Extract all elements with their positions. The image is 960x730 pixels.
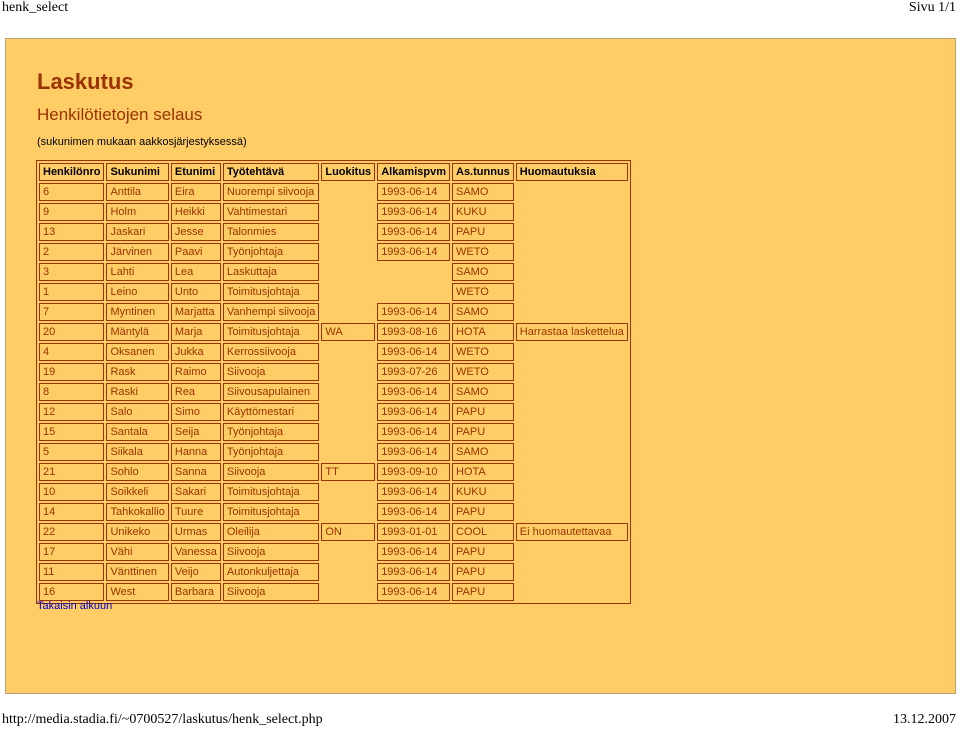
cell-huomautuksia [516, 423, 628, 441]
cell-henkilonro: 19 [39, 363, 104, 381]
cell-luokitus [321, 183, 375, 201]
cell-henkilonro: 16 [39, 583, 104, 601]
print-footer-date: 13.12.2007 [893, 712, 956, 727]
cell-alkamispvm: 1993-06-14 [377, 443, 450, 461]
print-header [2, 0, 956, 18]
cell-huomautuksia [516, 203, 628, 221]
cell-huomautuksia [516, 263, 628, 281]
cell-huomautuksia [516, 303, 628, 321]
cell-henkilonro: 13 [39, 223, 104, 241]
cell-henkilonro: 14 [39, 503, 104, 521]
cell-tyotehtava: Laskuttaja [223, 263, 319, 281]
print-header-page-number: Sivu 1/1 [908, 0, 956, 15]
cell-astunnus: HOTA [452, 323, 514, 341]
cell-tyotehtava: Talonmies [223, 223, 319, 241]
cell-huomautuksia [516, 443, 628, 461]
table-row [39, 283, 628, 301]
table-row [39, 203, 628, 221]
table-row [39, 223, 628, 241]
table-row [39, 443, 628, 461]
cell-etunimi: Vanessa [171, 543, 221, 561]
cell-etunimi: Hanna [171, 443, 221, 461]
cell-etunimi: Sanna [171, 463, 221, 481]
cell-luokitus [321, 223, 375, 241]
cell-alkamispvm: 1993-06-14 [377, 383, 450, 401]
cell-sukunimi: Sohlo [106, 463, 168, 481]
cell-luokitus [321, 483, 375, 501]
cell-alkamispvm: 1993-06-14 [377, 583, 450, 601]
cell-sukunimi: Unikeko [106, 523, 168, 541]
cell-etunimi: Raimo [171, 363, 221, 381]
print-footer-url: http://media.stadia.fi/~0700527/laskutus/henk_select.php [2, 712, 323, 727]
cell-luokitus [321, 403, 375, 421]
cell-alkamispvm: 1993-06-14 [377, 223, 450, 241]
cell-astunnus: COOL [452, 523, 514, 541]
cell-astunnus: PAPU [452, 503, 514, 521]
table-row [39, 343, 628, 361]
cell-henkilonro: 5 [39, 443, 104, 461]
page-subtitle: Henkilötietojen selaus [37, 105, 203, 124]
cell-huomautuksia [516, 363, 628, 381]
cell-sukunimi: Myntinen [106, 303, 168, 321]
cell-sukunimi: Vähi [106, 543, 168, 561]
cell-luokitus [321, 543, 375, 561]
cell-huomautuksia [516, 343, 628, 361]
cell-etunimi: Veijo [171, 563, 221, 581]
cell-huomautuksia [516, 563, 628, 581]
cell-huomautuksia [516, 543, 628, 561]
cell-henkilonro: 4 [39, 343, 104, 361]
cell-tyotehtava: Toimitusjohtaja [223, 503, 319, 521]
column-header-henkilonro: Henkilönro [39, 163, 104, 181]
cell-henkilonro: 10 [39, 483, 104, 501]
cell-astunnus: PAPU [452, 563, 514, 581]
cell-alkamispvm: 1993-06-14 [377, 243, 450, 261]
table-row [39, 363, 628, 381]
table-row [39, 583, 628, 601]
cell-astunnus: PAPU [452, 223, 514, 241]
cell-henkilonro: 8 [39, 383, 104, 401]
cell-etunimi: Simo [171, 403, 221, 421]
cell-henkilonro: 17 [39, 543, 104, 561]
table-row [39, 523, 628, 541]
cell-tyotehtava: Työnjohtaja [223, 423, 319, 441]
cell-sukunimi: Mäntylä [106, 323, 168, 341]
column-header-sukunimi: Sukunimi [106, 163, 168, 181]
cell-tyotehtava: Nuorempi siivooja [223, 183, 319, 201]
cell-luokitus [321, 203, 375, 221]
print-footer [2, 712, 956, 728]
cell-sukunimi: Anttila [106, 183, 168, 201]
cell-astunnus: WETO [452, 283, 514, 301]
cell-etunimi: Jesse [171, 223, 221, 241]
table-row [39, 403, 628, 421]
cell-alkamispvm: 1993-06-14 [377, 403, 450, 421]
cell-alkamispvm: 1993-06-14 [377, 183, 450, 201]
cell-henkilonro: 15 [39, 423, 104, 441]
page-title: Laskutus [37, 69, 134, 94]
cell-tyotehtava: Työnjohtaja [223, 243, 319, 261]
cell-etunimi: Paavi [171, 243, 221, 261]
column-header-alkamispvm: Alkamispvm [377, 163, 450, 181]
cell-huomautuksia [516, 283, 628, 301]
cell-luokitus [321, 563, 375, 581]
cell-huomautuksia [516, 223, 628, 241]
table-row [39, 543, 628, 561]
table-row [39, 263, 628, 281]
cell-luokitus: WA [321, 323, 375, 341]
cell-etunimi: Unto [171, 283, 221, 301]
cell-alkamispvm: 1993-06-14 [377, 503, 450, 521]
cell-huomautuksia [516, 503, 628, 521]
cell-alkamispvm: 1993-06-14 [377, 563, 450, 581]
cell-etunimi: Jukka [171, 343, 221, 361]
cell-alkamispvm: 1993-06-14 [377, 343, 450, 361]
cell-alkamispvm: 1993-01-01 [377, 523, 450, 541]
cell-luokitus [321, 583, 375, 601]
cell-sukunimi: Raski [106, 383, 168, 401]
table-header-row [39, 163, 628, 181]
cell-tyotehtava: Toimitusjohtaja [223, 483, 319, 501]
cell-luokitus [321, 423, 375, 441]
cell-tyotehtava: Siivooja [223, 363, 319, 381]
cell-etunimi: Seija [171, 423, 221, 441]
cell-tyotehtava: Siivooja [223, 543, 319, 561]
table-row [39, 423, 628, 441]
cell-tyotehtava: Työnjohtaja [223, 443, 319, 461]
cell-sukunimi: Tahkokallio [106, 503, 168, 521]
cell-astunnus: HOTA [452, 463, 514, 481]
cell-luokitus [321, 243, 375, 261]
cell-alkamispvm: 1993-06-14 [377, 483, 450, 501]
cell-alkamispvm: 1993-07-26 [377, 363, 450, 381]
cell-tyotehtava: Toimitusjohtaja [223, 323, 319, 341]
cell-huomautuksia [516, 403, 628, 421]
cell-huomautuksia: Ei huomautettavaa [516, 523, 628, 541]
cell-astunnus: PAPU [452, 583, 514, 601]
table-row [39, 563, 628, 581]
cell-alkamispvm: 1993-06-14 [377, 543, 450, 561]
table-row [39, 183, 628, 201]
back-to-start-link[interactable]: Takaisin alkuun [37, 600, 113, 612]
page-content [5, 38, 956, 694]
cell-alkamispvm: 1993-06-14 [377, 423, 450, 441]
cell-astunnus: WETO [452, 343, 514, 361]
cell-huomautuksia: Harrastaa laskettelua [516, 323, 628, 341]
column-header-tyotehtava: Työtehtävä [223, 163, 319, 181]
cell-alkamispvm: 1993-06-14 [377, 303, 450, 321]
personnel-table [36, 160, 631, 604]
cell-etunimi: Tuure [171, 503, 221, 521]
cell-etunimi: Barbara [171, 583, 221, 601]
cell-luokitus [321, 363, 375, 381]
cell-astunnus: SAMO [452, 383, 514, 401]
table-row [39, 483, 628, 501]
cell-astunnus: WETO [452, 363, 514, 381]
cell-tyotehtava: Siivooja [223, 583, 319, 601]
cell-luokitus [321, 263, 375, 281]
cell-tyotehtava: Vanhempi siivooja [223, 303, 319, 321]
cell-tyotehtava: Toimitusjohtaja [223, 283, 319, 301]
cell-luokitus [321, 283, 375, 301]
cell-astunnus: SAMO [452, 303, 514, 321]
cell-henkilonro: 20 [39, 323, 104, 341]
cell-sukunimi: Vänttinen [106, 563, 168, 581]
cell-luokitus [321, 383, 375, 401]
cell-astunnus: KUKU [452, 483, 514, 501]
cell-astunnus: SAMO [452, 263, 514, 281]
cell-henkilonro: 11 [39, 563, 104, 581]
cell-henkilonro: 21 [39, 463, 104, 481]
cell-huomautuksia [516, 183, 628, 201]
cell-sukunimi: Holm [106, 203, 168, 221]
cell-astunnus: SAMO [452, 183, 514, 201]
cell-tyotehtava: Siivooja [223, 463, 319, 481]
cell-luokitus: ON [321, 523, 375, 541]
cell-henkilonro: 9 [39, 203, 104, 221]
cell-tyotehtava: Käyttömestari [223, 403, 319, 421]
cell-alkamispvm: 1993-08-16 [377, 323, 450, 341]
cell-huomautuksia [516, 383, 628, 401]
column-header-etunimi: Etunimi [171, 163, 221, 181]
cell-tyotehtava: Kerrossiivooja [223, 343, 319, 361]
cell-alkamispvm: 1993-06-14 [377, 203, 450, 221]
cell-sukunimi: West [106, 583, 168, 601]
column-header-luokitus: Luokitus [321, 163, 375, 181]
cell-astunnus: PAPU [452, 403, 514, 421]
cell-luokitus [321, 343, 375, 361]
table-row [39, 383, 628, 401]
cell-luokitus [321, 503, 375, 521]
cell-sukunimi: Siikala [106, 443, 168, 461]
cell-astunnus: SAMO [452, 443, 514, 461]
cell-astunnus: PAPU [452, 423, 514, 441]
cell-tyotehtava: Siivousapulainen [223, 383, 319, 401]
cell-etunimi: Heikki [171, 203, 221, 221]
cell-alkamispvm [377, 263, 450, 281]
cell-sukunimi: Lahti [106, 263, 168, 281]
cell-henkilonro: 1 [39, 283, 104, 301]
cell-tyotehtava: Vahtimestari [223, 203, 319, 221]
cell-huomautuksia [516, 243, 628, 261]
cell-huomautuksia [516, 463, 628, 481]
cell-henkilonro: 22 [39, 523, 104, 541]
cell-astunnus: WETO [452, 243, 514, 261]
cell-tyotehtava: Oleilija [223, 523, 319, 541]
table-row [39, 463, 628, 481]
cell-henkilonro: 12 [39, 403, 104, 421]
cell-astunnus: PAPU [452, 543, 514, 561]
cell-sukunimi: Soikkeli [106, 483, 168, 501]
cell-luokitus [321, 443, 375, 461]
cell-etunimi: Marjatta [171, 303, 221, 321]
print-header-title: henk_select [2, 0, 69, 15]
cell-sukunimi: Oksanen [106, 343, 168, 361]
cell-luokitus [321, 303, 375, 321]
cell-etunimi: Lea [171, 263, 221, 281]
cell-etunimi: Eira [171, 183, 221, 201]
cell-henkilonro: 6 [39, 183, 104, 201]
table-row [39, 503, 628, 521]
cell-etunimi: Urmas [171, 523, 221, 541]
cell-tyotehtava: Autonkuljettaja [223, 563, 319, 581]
cell-henkilonro: 3 [39, 263, 104, 281]
cell-sukunimi: Järvinen [106, 243, 168, 261]
cell-huomautuksia [516, 483, 628, 501]
table-row [39, 323, 628, 341]
cell-etunimi: Marja [171, 323, 221, 341]
cell-astunnus: KUKU [452, 203, 514, 221]
table-row [39, 243, 628, 261]
table-body [39, 183, 628, 601]
cell-henkilonro: 2 [39, 243, 104, 261]
column-header-huomautuksia: Huomautuksia [516, 163, 628, 181]
cell-alkamispvm: 1993-09-10 [377, 463, 450, 481]
sort-note: (sukunimen mukaan aakkosjärjestyksessä) [37, 136, 247, 148]
cell-luokitus: TT [321, 463, 375, 481]
cell-etunimi: Sakari [171, 483, 221, 501]
cell-sukunimi: Santala [106, 423, 168, 441]
cell-etunimi: Rea [171, 383, 221, 401]
cell-henkilonro: 7 [39, 303, 104, 321]
cell-alkamispvm [377, 283, 450, 301]
cell-sukunimi: Leino [106, 283, 168, 301]
cell-sukunimi: Salo [106, 403, 168, 421]
cell-sukunimi: Jaskari [106, 223, 168, 241]
cell-huomautuksia [516, 583, 628, 601]
column-header-astunnus: As.tunnus [452, 163, 514, 181]
table-row [39, 303, 628, 321]
cell-sukunimi: Rask [106, 363, 168, 381]
